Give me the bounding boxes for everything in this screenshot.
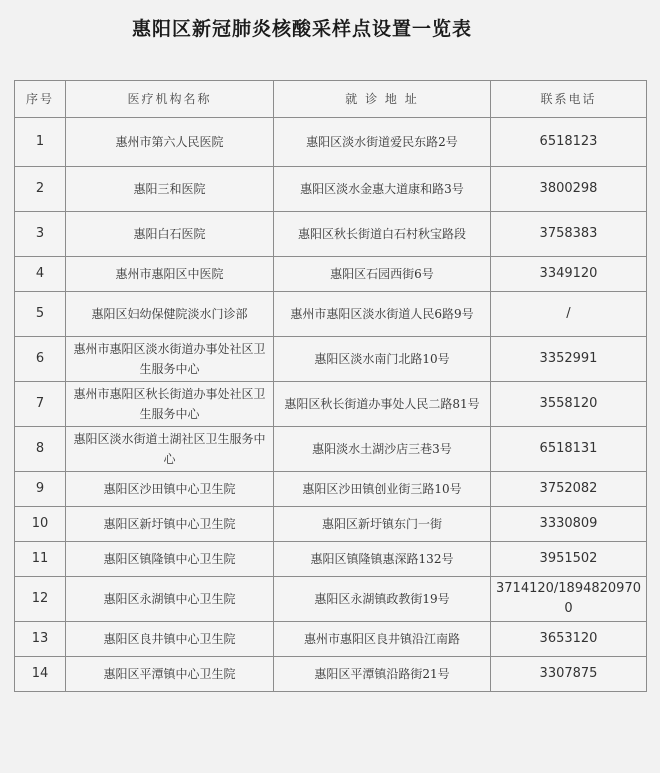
table-row <box>15 257 647 292</box>
cell-institution-name: 惠州市惠阳区中医院 <box>66 257 274 292</box>
cell-institution-name: 惠阳白石医院 <box>66 212 274 257</box>
cell-phone: 3653120 <box>491 622 647 657</box>
header-address: 就 诊 地 址 <box>274 81 491 118</box>
cell-address: 惠阳区新圩镇东门一街 <box>274 507 491 542</box>
cell-address: 惠阳淡水土湖沙店三巷3号 <box>274 427 491 472</box>
cell-serial-number: 1 <box>15 118 66 167</box>
table-row <box>15 657 647 692</box>
table-row <box>15 382 647 427</box>
header-institution-name: 医疗机构名称 <box>66 81 274 118</box>
cell-serial-number: 4 <box>15 257 66 292</box>
cell-address: 惠阳区平潭镇沿路街21号 <box>274 657 491 692</box>
cell-serial-number: 2 <box>15 167 66 212</box>
cell-institution-name: 惠州市惠阳区秋长街道办事处社区卫生服务中心 <box>66 382 274 427</box>
cell-institution-name: 惠阳区沙田镇中心卫生院 <box>66 472 274 507</box>
table-row <box>15 212 647 257</box>
table-row <box>15 292 647 337</box>
cell-institution-name: 惠阳区淡水街道土湖社区卫生服务中心 <box>66 427 274 472</box>
table-row <box>15 472 647 507</box>
cell-phone: 3758383 <box>491 212 647 257</box>
cell-institution-name: 惠州市第六人民医院 <box>66 118 274 167</box>
cell-institution-name: 惠阳区妇幼保健院淡水门诊部 <box>66 292 274 337</box>
cell-serial-number: 7 <box>15 382 66 427</box>
cell-phone: 3800298 <box>491 167 647 212</box>
cell-phone: 3714120/18948209700 <box>491 577 647 622</box>
cell-serial-number: 14 <box>15 657 66 692</box>
cell-institution-name: 惠阳三和医院 <box>66 167 274 212</box>
cell-serial-number: 13 <box>15 622 66 657</box>
table-row <box>15 577 647 622</box>
cell-serial-number: 11 <box>15 542 66 577</box>
cell-phone: 3558120 <box>491 382 647 427</box>
cell-serial-number: 5 <box>15 292 66 337</box>
cell-address: 惠阳区石园西街6号 <box>274 257 491 292</box>
cell-address: 惠阳区淡水南门北路10号 <box>274 337 491 382</box>
cell-phone: 3752082 <box>491 472 647 507</box>
cell-serial-number: 3 <box>15 212 66 257</box>
cell-institution-name: 惠阳区平潭镇中心卫生院 <box>66 657 274 692</box>
table-header-row <box>15 81 647 118</box>
table-row <box>15 622 647 657</box>
cell-phone: 3951502 <box>491 542 647 577</box>
header-serial-number: 序号 <box>15 81 66 118</box>
cell-phone: 6518123 <box>491 118 647 167</box>
cell-institution-name: 惠州市惠阳区淡水街道办事处社区卫生服务中心 <box>66 337 274 382</box>
cell-serial-number: 10 <box>15 507 66 542</box>
sampling-sites-table <box>14 80 647 692</box>
cell-address: 惠阳区秋长街道白石村秋宝路段 <box>274 212 491 257</box>
cell-phone: 3307875 <box>491 657 647 692</box>
table-row <box>15 507 647 542</box>
cell-phone: 3330809 <box>491 507 647 542</box>
cell-address: 惠州市惠阳区淡水街道人民6路9号 <box>274 292 491 337</box>
cell-serial-number: 6 <box>15 337 66 382</box>
document-title: 惠阳区新冠肺炎核酸采样点设置一览表 <box>131 18 472 40</box>
cell-address: 惠州市惠阳区良井镇沿江南路 <box>274 622 491 657</box>
cell-phone: 3349120 <box>491 257 647 292</box>
cell-serial-number: 12 <box>15 577 66 622</box>
cell-address: 惠阳区秋长街道办事处人民二路81号 <box>274 382 491 427</box>
cell-address: 惠阳区镇隆镇惠深路132号 <box>274 542 491 577</box>
table-row <box>15 337 647 382</box>
table-row <box>15 167 647 212</box>
cell-institution-name: 惠阳区镇隆镇中心卫生院 <box>66 542 274 577</box>
cell-serial-number: 9 <box>15 472 66 507</box>
cell-phone: / <box>491 292 647 337</box>
cell-institution-name: 惠阳区良井镇中心卫生院 <box>66 622 274 657</box>
cell-serial-number: 8 <box>15 427 66 472</box>
cell-institution-name: 惠阳区新圩镇中心卫生院 <box>66 507 274 542</box>
cell-phone: 3352991 <box>491 337 647 382</box>
cell-address: 惠阳区沙田镇创业街三路10号 <box>274 472 491 507</box>
cell-phone: 6518131 <box>491 427 647 472</box>
cell-address: 惠阳区永湖镇政教街19号 <box>274 577 491 622</box>
table-row <box>15 118 647 167</box>
cell-address: 惠阳区淡水金惠大道康和路3号 <box>274 167 491 212</box>
table-row <box>15 427 647 472</box>
table-row <box>15 542 647 577</box>
cell-institution-name: 惠阳区永湖镇中心卫生院 <box>66 577 274 622</box>
header-phone: 联系电话 <box>491 81 647 118</box>
cell-address: 惠阳区淡水街道爱民东路2号 <box>274 118 491 167</box>
